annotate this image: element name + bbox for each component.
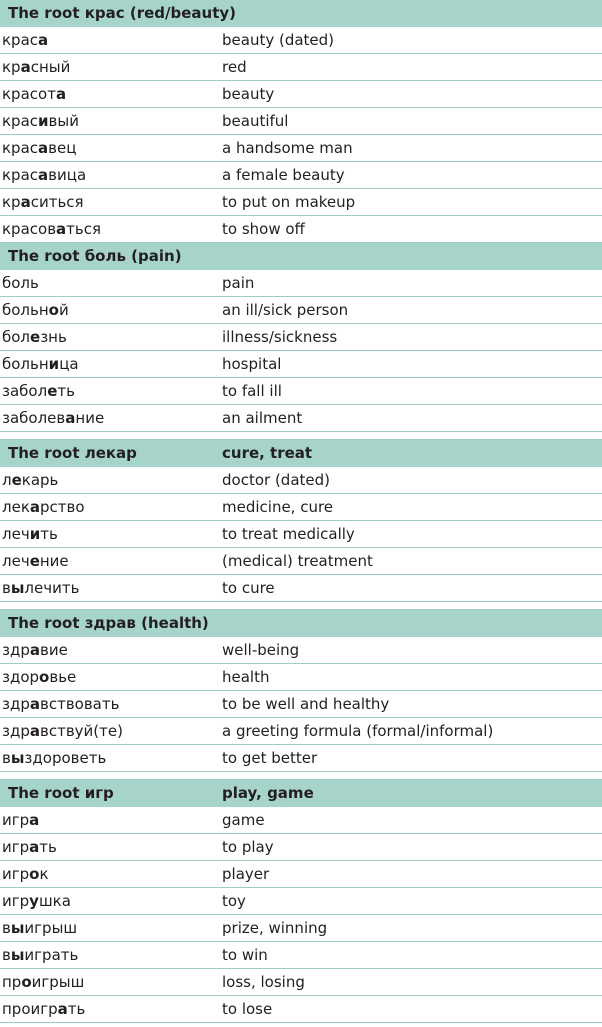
english-meaning: illness/sickness <box>222 328 338 346</box>
word-part: вец <box>48 139 77 157</box>
vocab-row <box>0 467 602 494</box>
word-part: здр <box>2 722 30 740</box>
word-part: проигр <box>2 1000 58 1018</box>
stressed-vowel: и <box>48 355 60 373</box>
english-meaning: a female beauty <box>222 166 345 184</box>
russian-word <box>2 54 70 80</box>
vocab-row <box>0 548 602 575</box>
english-meaning: to be well and healthy <box>222 695 390 713</box>
english-meaning: to fall ill <box>222 382 282 400</box>
vocab-row <box>0 745 602 772</box>
english-meaning: beauty <box>222 85 275 103</box>
vocab-row <box>0 888 602 915</box>
word-part: л <box>2 471 12 489</box>
word-part: лечить <box>24 579 80 597</box>
vocab-row <box>0 996 602 1023</box>
english-meaning: to treat medically <box>222 525 355 543</box>
vocab-row <box>0 494 602 521</box>
word-part: в <box>2 946 11 964</box>
stressed-vowel: е <box>29 552 40 570</box>
vocab-row <box>0 270 602 297</box>
word-part: крас <box>2 139 39 157</box>
vocab-row <box>0 135 602 162</box>
root-section <box>0 432 602 602</box>
stressed-vowel: а <box>29 811 40 829</box>
word-part: заболев <box>2 409 66 427</box>
word-part: вый <box>48 112 79 130</box>
russian-word <box>2 637 68 663</box>
vocab-row <box>0 664 602 691</box>
stressed-vowel: е <box>47 382 58 400</box>
stressed-vowel: а <box>29 641 40 659</box>
vocab-row <box>0 637 602 664</box>
section-spacer <box>0 432 602 440</box>
russian-word <box>2 351 79 377</box>
stressed-vowel: а <box>29 498 41 516</box>
word-part: ние <box>39 552 69 570</box>
english-meaning: an ill/sick person <box>222 301 349 319</box>
word-part: играть <box>24 946 79 964</box>
russian-word <box>2 996 85 1022</box>
english-meaning: doctor (dated) <box>222 471 330 489</box>
word-part: карь <box>21 471 59 489</box>
stressed-vowel: ы <box>10 946 25 964</box>
stressed-vowel: а <box>20 193 31 211</box>
russian-word <box>2 27 48 53</box>
vocab-row <box>0 297 602 324</box>
word-part: крас <box>2 112 39 130</box>
section-header <box>0 243 602 270</box>
english-meaning: hospital <box>222 355 282 373</box>
vocab-row <box>0 969 602 996</box>
vocab-row <box>0 27 602 54</box>
english-meaning: to play <box>222 838 274 856</box>
vocab-row <box>0 189 602 216</box>
word-part: кр <box>2 58 21 76</box>
root-section <box>0 772 602 1023</box>
vocab-row <box>0 807 602 834</box>
vocab-row <box>0 54 602 81</box>
section-spacer <box>0 602 602 610</box>
russian-word <box>2 135 76 161</box>
word-part: к <box>39 865 49 883</box>
word-part: бол <box>2 328 31 346</box>
english-meaning: (medical) treatment <box>222 552 373 570</box>
stressed-vowel: и <box>29 525 41 543</box>
russian-word <box>2 162 86 188</box>
stressed-vowel: а <box>38 139 49 157</box>
russian-word <box>2 521 58 547</box>
word-part: леч <box>2 552 30 570</box>
russian-word <box>2 189 84 215</box>
root-label: The root игр <box>8 784 114 802</box>
russian-word <box>2 915 77 941</box>
word-part: ние <box>75 409 105 427</box>
stressed-vowel: о <box>29 865 40 883</box>
english-meaning: an ailment <box>222 409 303 427</box>
english-meaning: well-being <box>222 641 300 659</box>
russian-word <box>2 888 71 914</box>
root-gloss: play, game <box>222 784 314 802</box>
english-meaning: to cure <box>222 579 275 597</box>
english-meaning: game <box>222 811 265 829</box>
stressed-vowel: а <box>29 695 40 713</box>
english-meaning: toy <box>222 892 246 910</box>
russian-word <box>2 718 123 744</box>
word-part: больн <box>2 301 49 319</box>
word-part: рство <box>40 498 85 516</box>
russian-word <box>2 108 79 134</box>
english-meaning: beauty (dated) <box>222 31 335 49</box>
english-meaning: health <box>222 668 270 686</box>
root-section <box>0 0 602 243</box>
word-part: здор <box>2 668 40 686</box>
russian-word <box>2 548 69 574</box>
english-meaning: to get better <box>222 749 318 767</box>
russian-word <box>2 405 104 431</box>
stressed-vowel: а <box>38 166 49 184</box>
word-part: игрыш <box>24 919 78 937</box>
root-label: The root лекар <box>8 444 137 462</box>
word-part: игр <box>2 865 30 883</box>
word-part: красов <box>2 220 57 238</box>
vocab-row <box>0 351 602 378</box>
russian-word <box>2 969 84 995</box>
word-part: знь <box>40 328 67 346</box>
word-part: лек <box>2 498 30 516</box>
word-part: боль <box>2 274 39 292</box>
english-meaning: player <box>222 865 270 883</box>
word-part: ть <box>39 838 57 856</box>
word-part: красот <box>2 85 56 103</box>
vocab-row <box>0 834 602 861</box>
russian-word <box>2 378 75 404</box>
russian-word <box>2 861 49 887</box>
russian-word <box>2 745 106 771</box>
section-header <box>0 0 602 27</box>
vocab-row <box>0 216 602 243</box>
stressed-vowel: а <box>29 838 40 856</box>
russian-word <box>2 807 39 833</box>
vocab-row <box>0 81 602 108</box>
word-part: игрыш <box>31 973 85 991</box>
word-part: в <box>2 749 11 767</box>
stressed-vowel: а <box>57 1000 68 1018</box>
word-part: здр <box>2 641 30 659</box>
word-part: в <box>2 579 11 597</box>
russian-word <box>2 834 57 860</box>
vocab-row <box>0 691 602 718</box>
russian-word <box>2 942 78 968</box>
stressed-vowel: а <box>29 722 40 740</box>
english-meaning: prize, winning <box>222 919 328 937</box>
english-meaning: pain <box>222 274 255 292</box>
word-part: кр <box>2 193 21 211</box>
russian-word <box>2 297 69 323</box>
word-part: пр <box>2 973 22 991</box>
section-spacer <box>0 772 602 780</box>
word-part: ть <box>57 382 75 400</box>
russian-word <box>2 575 79 601</box>
stressed-vowel: а <box>65 409 76 427</box>
word-part: вица <box>48 166 87 184</box>
word-part: вствуй(те) <box>40 722 123 740</box>
section-header <box>0 610 602 637</box>
section-header <box>0 440 602 467</box>
english-meaning: beautiful <box>222 112 289 130</box>
root-section <box>0 602 602 772</box>
stressed-vowel: ы <box>10 919 25 937</box>
stressed-vowel: а <box>56 220 67 238</box>
english-meaning: a handsome man <box>222 139 353 157</box>
word-part: сный <box>30 58 71 76</box>
stressed-vowel: ы <box>10 579 25 597</box>
english-meaning: to show off <box>222 220 305 238</box>
word-part: крас <box>2 31 39 49</box>
russian-word <box>2 664 76 690</box>
root-label: The root здрав (health) <box>8 614 209 632</box>
russian-word <box>2 691 119 717</box>
stressed-vowel: и <box>38 112 49 130</box>
vocab-row <box>0 324 602 351</box>
word-part: ться <box>66 220 102 238</box>
english-meaning: a greeting formula (formal/informal) <box>222 722 494 740</box>
vocab-row <box>0 162 602 189</box>
stressed-vowel: е <box>11 471 22 489</box>
word-part: забол <box>2 382 48 400</box>
vocab-row <box>0 861 602 888</box>
stressed-vowel: у <box>29 892 39 910</box>
root-section <box>0 243 602 432</box>
vocab-row <box>0 718 602 745</box>
word-part: игр <box>2 811 30 829</box>
word-part: шка <box>38 892 71 910</box>
stressed-vowel: ы <box>10 749 25 767</box>
russian-word <box>2 494 85 520</box>
stressed-vowel: е <box>30 328 41 346</box>
russian-word <box>2 324 67 350</box>
root-label: The root боль (pain) <box>8 247 182 265</box>
stressed-vowel: а <box>38 31 49 49</box>
english-meaning: loss, losing <box>222 973 305 991</box>
vocab-row <box>0 378 602 405</box>
word-part: игр <box>2 838 30 856</box>
english-meaning: to win <box>222 946 268 964</box>
section-header <box>0 780 602 807</box>
word-part: й <box>58 301 69 319</box>
vocab-row <box>0 942 602 969</box>
russian-word <box>2 270 39 296</box>
word-part: вствовать <box>40 695 120 713</box>
stressed-vowel: а <box>20 58 31 76</box>
word-part: ца <box>59 355 79 373</box>
english-meaning: to put on makeup <box>222 193 356 211</box>
root-label: The root крас (red/beauty) <box>8 4 237 22</box>
stressed-vowel: о <box>48 301 59 319</box>
word-part: здр <box>2 695 30 713</box>
english-meaning: to lose <box>222 1000 273 1018</box>
vocab-row <box>0 915 602 942</box>
russian-word <box>2 216 101 242</box>
vocab-row <box>0 405 602 432</box>
word-part: ть <box>40 525 58 543</box>
stressed-vowel: а <box>55 85 67 103</box>
word-part: вье <box>49 668 77 686</box>
word-part: ть <box>67 1000 86 1018</box>
root-gloss: cure, treat <box>222 444 313 462</box>
vocab-row <box>0 521 602 548</box>
vocab-row <box>0 108 602 135</box>
vocab-row <box>0 575 602 602</box>
english-meaning: medicine, cure <box>222 498 334 516</box>
stressed-vowel: о <box>21 973 32 991</box>
word-part: леч <box>2 525 30 543</box>
word-part: игр <box>2 892 30 910</box>
english-meaning: red <box>222 58 247 76</box>
russian-word <box>2 467 58 493</box>
word-part: ситься <box>30 193 84 211</box>
word-part: больн <box>2 355 49 373</box>
word-part: здороветь <box>24 749 107 767</box>
word-part: в <box>2 919 11 937</box>
stressed-vowel: о <box>39 668 50 686</box>
word-part: крас <box>2 166 39 184</box>
russian-word <box>2 81 66 107</box>
word-part: вие <box>40 641 68 659</box>
